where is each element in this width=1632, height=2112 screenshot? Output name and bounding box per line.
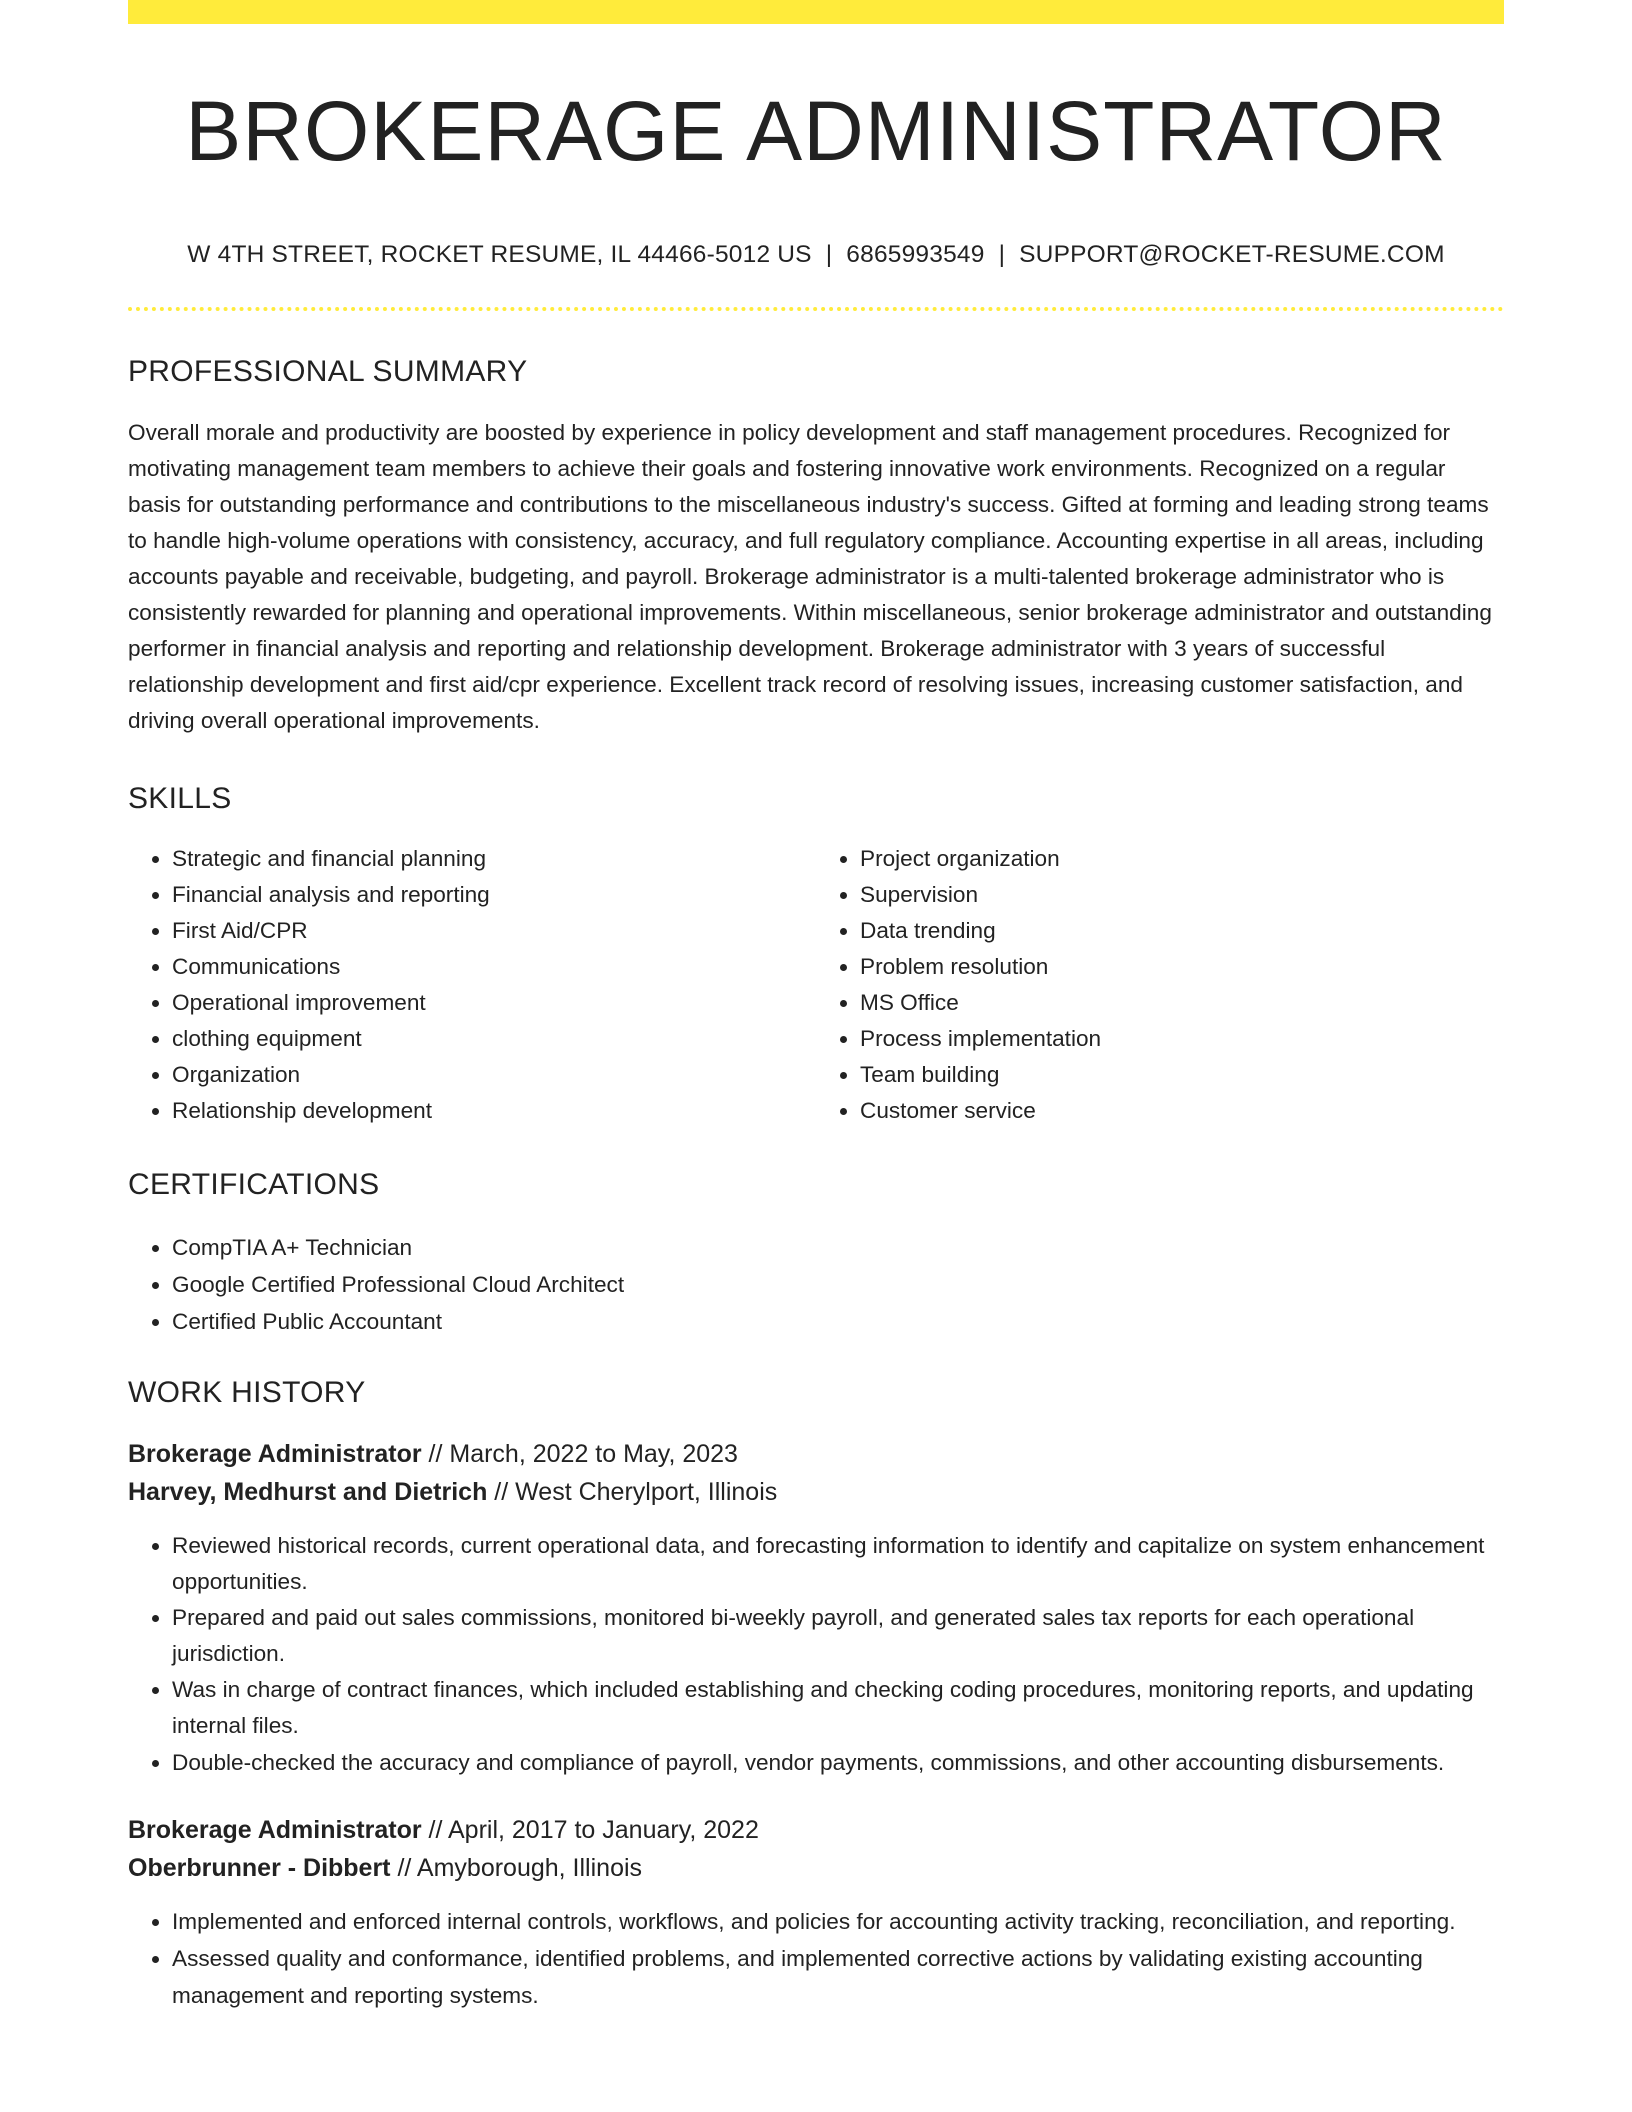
contact-line xyxy=(128,240,1504,269)
certifications-heading: CERTIFICATIONS xyxy=(128,1168,380,1202)
job-company: Oberbrunner - Dibbert xyxy=(128,1854,391,1883)
skill-item: • Operational improvement xyxy=(172,985,816,1021)
skill-item: • Project organization xyxy=(860,841,1504,877)
job-header xyxy=(128,1811,1504,1887)
skills-heading: SKILLS xyxy=(128,782,232,816)
job-entry xyxy=(128,1811,1504,2014)
summary-heading: PROFESSIONAL SUMMARY xyxy=(128,355,528,389)
skill-item: • Problem resolution xyxy=(860,949,1504,985)
job-dates: // April, 2017 to January, 2022 xyxy=(421,1816,759,1845)
skill-item: • Data trending xyxy=(860,913,1504,949)
contact-separator: | xyxy=(998,240,1006,268)
job-location: // Amyborough, Illinois xyxy=(390,1854,643,1883)
skill-item: • Organization xyxy=(172,1057,816,1093)
job-bullet: • Double-checked the accuracy and compliance of payroll, vendor payments, commissions, and other accounting disbursements. xyxy=(172,1744,1504,1781)
job-bullet: • Was in charge of contract finances, which included establishing and checking coding procedures, monitoring reports, and updating internal files. xyxy=(172,1672,1504,1744)
skill-item: • Relationship development xyxy=(172,1093,816,1129)
skills-right-list xyxy=(816,841,1504,1129)
skills-left-list xyxy=(128,841,816,1129)
job-entry xyxy=(128,1435,1504,1781)
resume-name: BROKERAGE ADMINISTRATOR xyxy=(185,84,1447,178)
certifications-section xyxy=(128,1167,1504,1340)
job-bullet: • Reviewed historical records, current operational data, and forecasting information to identify and capitalize on system enhancement opportunities. xyxy=(172,1528,1504,1600)
skill-item: • MS Office xyxy=(860,985,1504,1021)
contact-address: W 4TH STREET, ROCKET RESUME, IL 44466-5012 US xyxy=(187,240,812,268)
job-header xyxy=(128,1435,1504,1511)
certification-item: • Certified Public Accountant xyxy=(172,1303,1504,1340)
skill-item: • Team building xyxy=(860,1057,1504,1093)
skill-item: • Customer service xyxy=(860,1093,1504,1129)
job-bullet: • Assessed quality and conformance, identified problems, and implemented corrective actions by validating existing accounting management and reporting systems. xyxy=(172,1940,1504,2014)
skill-item: • First Aid/CPR xyxy=(172,913,816,949)
summary-text: Overall morale and productivity are boosted by experience in policy development and staff management procedures. Recognized for motivating management team members to achieve their goals and fostering innovative work environments. Recognized on a regular basis for outstanding performance and contributions to the miscellaneous industry's success. Gifted at forming and leading strong teams to handle high-volume operations with consistency, accuracy, and full regulatory compliance. Accounting expertise in all areas, including accounts payable and receivable, budgeting, and payroll. Brokerage administrator is a multi-talented brokerage administrator who is consistently rewarded for planning and operational improvements. Within miscellaneous, senior brokerage administrator and outstanding performer in financial analysis and reporting and relationship development. Brokerage administrator with 3 years of successful relationship development and first aid/cpr experience. Excellent track record of resolving issues, increasing customer satisfaction, and driving overall operational improvements. xyxy=(128,420,1492,734)
contact-email: SUPPORT@ROCKET-RESUME.COM xyxy=(1019,240,1445,268)
job-title: Brokerage Administrator xyxy=(128,1816,422,1845)
skill-item: • clothing equipment xyxy=(172,1021,816,1057)
contact-separator: | xyxy=(825,240,833,268)
top-accent-bar xyxy=(128,0,1504,24)
job-bullet: • Implemented and enforced internal controls, workflows, and policies for accounting activity tracking, reconciliation, and reporting. xyxy=(172,1904,1504,1940)
work-history-section xyxy=(128,1375,1504,2014)
skills-section xyxy=(128,781,1504,1129)
skill-item: • Process implementation xyxy=(860,1021,1504,1057)
job-location: // West Cherylport, Illinois xyxy=(487,1478,778,1507)
job-bullets xyxy=(128,1904,1504,2014)
skill-item: • Supervision xyxy=(860,877,1504,913)
job-bullet: • Prepared and paid out sales commissions, monitored bi-weekly payroll, and generated sales tax reports for each operational jurisdiction. xyxy=(172,1600,1504,1672)
dotted-divider xyxy=(128,307,1504,311)
skill-item: • Strategic and financial planning xyxy=(172,841,816,877)
contact-phone: 6865993549 xyxy=(846,240,985,268)
certification-item: • Google Certified Professional Cloud Architect xyxy=(172,1266,1504,1303)
resume-page xyxy=(128,0,1504,2014)
job-company: Harvey, Medhurst and Dietrich xyxy=(128,1478,488,1507)
certifications-list xyxy=(128,1229,1504,1340)
skill-item: • Financial analysis and reporting xyxy=(172,877,816,913)
job-title: Brokerage Administrator xyxy=(128,1440,422,1469)
skills-columns xyxy=(128,841,1504,1129)
certification-item: • CompTIA A+ Technician xyxy=(172,1229,1504,1266)
skill-item: • Communications xyxy=(172,949,816,985)
work-history-heading: WORK HISTORY xyxy=(128,1376,366,1410)
job-bullets xyxy=(128,1528,1504,1781)
summary-section xyxy=(128,354,1504,739)
job-dates: // March, 2022 to May, 2023 xyxy=(421,1440,738,1469)
